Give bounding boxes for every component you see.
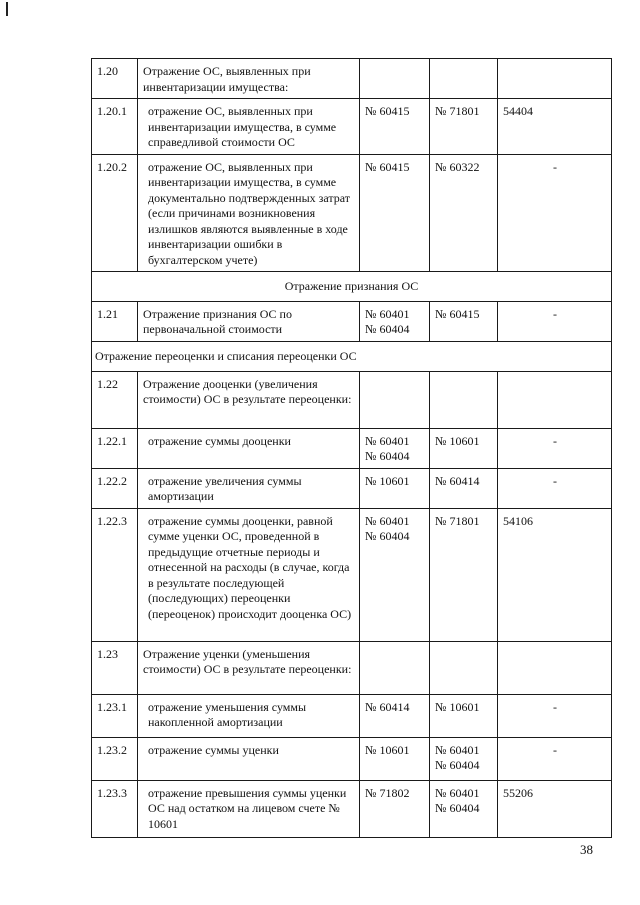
margin-mark (6, 2, 8, 16)
row-number: 1.23 (92, 641, 138, 694)
section-header-row (92, 272, 612, 302)
row-description: Отражение признания ОС по первоначальной стоимости (138, 301, 360, 341)
credit-account (430, 737, 498, 780)
row-number: 1.21 (92, 301, 138, 341)
symbol-code: - (498, 154, 612, 272)
debit-account (360, 468, 430, 508)
table-row (92, 694, 612, 737)
symbol-code: - (498, 301, 612, 341)
credit-account (430, 154, 498, 272)
table-row (92, 371, 612, 428)
row-description: отражение уменьшения суммы накопленной амортизации (138, 694, 360, 737)
credit-account-number: № 60404 (435, 801, 480, 815)
debit-account (360, 428, 430, 468)
debit-account (360, 780, 430, 837)
debit-account (360, 371, 430, 428)
credit-account-number: № 10601 (435, 699, 480, 714)
debit-account (360, 641, 430, 694)
row-number: 1.23.3 (92, 780, 138, 837)
accounting-entries-table (91, 58, 612, 838)
row-number: 1.22.3 (92, 508, 138, 641)
row-number: 1.23.2 (92, 737, 138, 780)
row-number: 1.20.2 (92, 154, 138, 272)
credit-account (430, 508, 498, 641)
table-row (92, 641, 612, 694)
row-description: Отражение уценки (уменьшения стоимости) ОС в результате переоценки: (138, 641, 360, 694)
row-description: отражение ОС, выявленных при инвентаризации имущества, в сумме справедливой стоимости ОС (138, 99, 360, 155)
row-description: отражение суммы уценки (138, 737, 360, 780)
credit-account (430, 371, 498, 428)
debit-account-number: № 60414 (365, 699, 410, 714)
credit-account-number: № 60401 (435, 742, 480, 757)
row-description: отражение ОС, выявленных при инвентаризации имущества, в сумме документально подтвержденных затрат (если причинами возникновения излишков являются выявленные в ходе инвентаризации ошибки в бухгалтерском учете) (138, 154, 360, 272)
table-row (92, 737, 612, 780)
symbol-code: - (498, 428, 612, 468)
row-number: 1.20 (92, 59, 138, 99)
table-row (92, 468, 612, 508)
credit-account (430, 641, 498, 694)
debit-account-number: № 60415 (365, 104, 410, 118)
debit-account-number: № 60401 (365, 306, 410, 321)
credit-account (430, 428, 498, 468)
debit-account (360, 99, 430, 155)
credit-account-number: № 60401 (435, 785, 480, 800)
table-row (92, 59, 612, 99)
row-description: отражение превышения суммы уценки ОС над остатком на лицевом счете № 10601 (138, 780, 360, 837)
debit-account (360, 154, 430, 272)
credit-account-number: № 71801 (435, 513, 480, 528)
debit-account-number: № 60404 (365, 322, 410, 336)
table-row (92, 780, 612, 837)
symbol-code: - (498, 694, 612, 737)
symbol-code: 55206 (498, 780, 612, 837)
debit-account-number: № 60404 (365, 449, 410, 463)
table-body (92, 59, 612, 838)
row-number: 1.22.1 (92, 428, 138, 468)
symbol-code (498, 371, 612, 428)
section-title: Отражение признания ОС (92, 272, 612, 302)
debit-account-number: № 60401 (365, 513, 410, 528)
symbol-code: - (498, 468, 612, 508)
credit-account-number: № 10601 (435, 433, 480, 448)
page-number: 38 (580, 842, 593, 857)
section-title: Отражение переоценки и списания переоценки ОС (92, 341, 612, 371)
row-description: Отражение дооценки (увеличения стоимости) ОС в результате переоценки: (138, 371, 360, 428)
credit-account (430, 468, 498, 508)
symbol-code (498, 59, 612, 99)
symbol-code: 54404 (498, 99, 612, 155)
table-row (92, 154, 612, 272)
credit-account (430, 99, 498, 155)
debit-account (360, 301, 430, 341)
debit-account-number: № 10601 (365, 473, 410, 488)
debit-account-number: № 60404 (365, 529, 410, 543)
credit-account (430, 694, 498, 737)
credit-account-number: № 71801 (435, 104, 480, 118)
credit-account-number: № 60414 (435, 473, 480, 488)
credit-account (430, 59, 498, 99)
symbol-code: - (498, 737, 612, 780)
debit-account-number: № 10601 (365, 742, 410, 757)
symbol-code (498, 641, 612, 694)
table-row (92, 428, 612, 468)
table-row (92, 508, 612, 641)
debit-account-number: № 60415 (365, 159, 410, 174)
debit-account-number: № 60401 (365, 433, 410, 448)
debit-account-number: № 71802 (365, 785, 410, 800)
row-number: 1.22 (92, 371, 138, 428)
row-description: Отражение ОС, выявленных при инвентаризации имущества: (138, 59, 360, 99)
row-description: отражение суммы дооценки (138, 428, 360, 468)
debit-account (360, 737, 430, 780)
table-row (92, 301, 612, 341)
credit-account-number: № 60404 (435, 758, 480, 772)
debit-account (360, 694, 430, 737)
table-row (92, 99, 612, 155)
credit-account (430, 301, 498, 341)
row-number: 1.20.1 (92, 99, 138, 155)
section-header-row (92, 341, 612, 371)
credit-account (430, 780, 498, 837)
debit-account (360, 59, 430, 99)
credit-account-number: № 60415 (435, 306, 480, 321)
symbol-code: 54106 (498, 508, 612, 641)
credit-account-number: № 60322 (435, 159, 480, 174)
debit-account (360, 508, 430, 641)
row-description: отражение суммы дооценки, равной сумме уценки ОС, проведенной в предыдущие отчетные периоды и отнесенной на расходы (в случае, когда в результате последующей (последующих) переоценки (переоценок) происходит дооценка ОС) (138, 508, 360, 641)
row-number: 1.23.1 (92, 694, 138, 737)
row-description: отражение увеличения суммы амортизации (138, 468, 360, 508)
row-number: 1.22.2 (92, 468, 138, 508)
